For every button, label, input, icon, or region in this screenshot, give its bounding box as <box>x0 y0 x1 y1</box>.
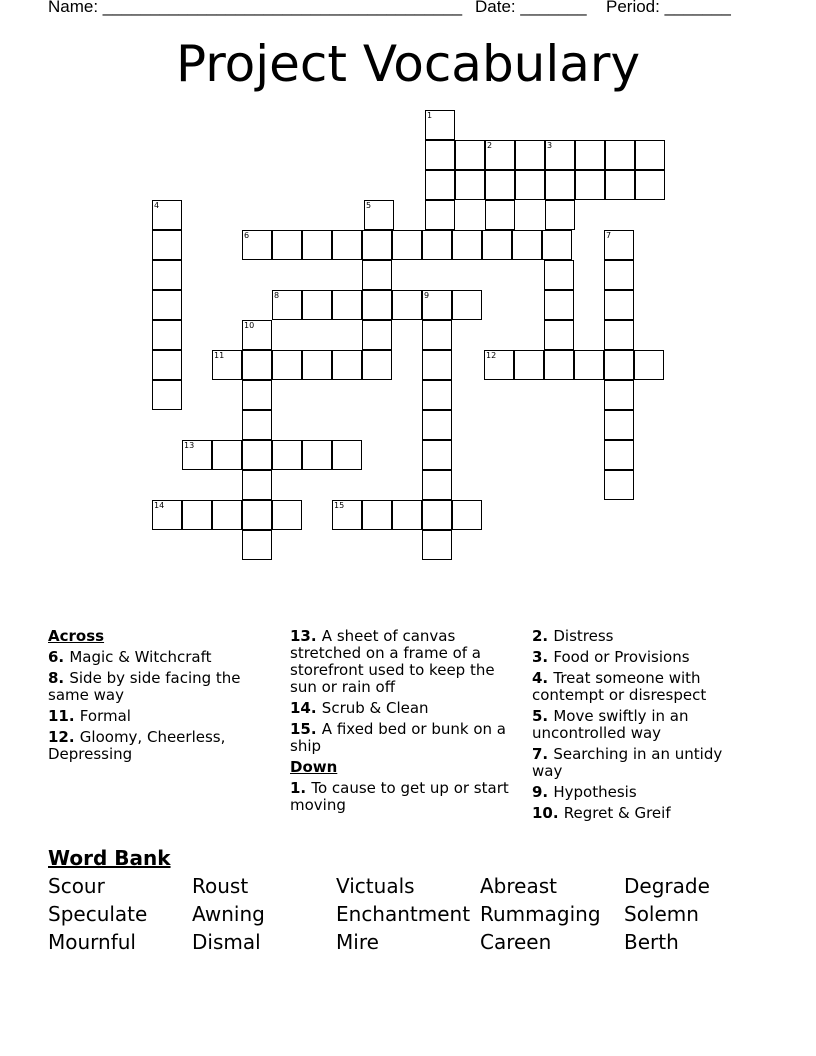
crossword-cell[interactable] <box>604 260 634 290</box>
crossword-cell[interactable] <box>422 320 452 350</box>
crossword-cell[interactable] <box>485 200 515 230</box>
across-heading: Across <box>48 627 105 645</box>
crossword-cell[interactable] <box>152 230 182 260</box>
crossword-cell[interactable] <box>242 500 272 530</box>
cell-number: 7 <box>606 231 612 240</box>
crossword-cell[interactable] <box>272 350 302 380</box>
word-bank-word: Victuals <box>336 874 415 898</box>
clue-number: 4. <box>532 669 554 687</box>
crossword-cell[interactable] <box>605 140 635 170</box>
crossword-cell[interactable] <box>635 170 665 200</box>
word-bank-word: Berth <box>624 930 679 954</box>
crossword-cell[interactable] <box>515 170 545 200</box>
clue-number: 15. <box>290 720 322 738</box>
word-bank-word: Degrade <box>624 874 710 898</box>
cell-number: 2 <box>487 141 493 150</box>
crossword-cell[interactable] <box>485 140 515 170</box>
clue-text: Hypothesis <box>553 783 637 801</box>
cell-number: 9 <box>424 291 430 300</box>
crossword-cell[interactable] <box>182 440 212 470</box>
clue-number: 1. <box>290 779 312 797</box>
crossword-cell[interactable] <box>422 290 452 320</box>
name-field[interactable]: Name: ______________________________________ <box>48 0 463 16</box>
crossword-cell[interactable] <box>392 500 422 530</box>
clue-text: Distress <box>553 627 614 645</box>
crossword-cell[interactable] <box>425 110 455 140</box>
clue-number: 5. <box>532 707 554 725</box>
word-bank-word: Solemn <box>624 902 699 926</box>
crossword-cell[interactable] <box>422 440 452 470</box>
cell-number: 3 <box>547 141 553 150</box>
crossword-cell[interactable] <box>302 290 332 320</box>
cell-number: 8 <box>274 291 280 300</box>
clue-number: 14. <box>290 699 322 717</box>
crossword-cell[interactable] <box>212 500 242 530</box>
crossword-cell[interactable] <box>575 170 605 200</box>
clue-text: Treat someone with contempt or disrespect <box>532 669 707 704</box>
crossword-cell[interactable] <box>362 290 392 320</box>
page-title: Project Vocabulary <box>175 35 641 93</box>
crossword-cell[interactable] <box>455 170 485 200</box>
word-bank-word: Mire <box>336 930 379 954</box>
crossword-cell[interactable] <box>422 530 452 560</box>
crossword-cell[interactable] <box>485 170 515 200</box>
cell-number: 5 <box>366 201 372 210</box>
crossword-cell[interactable] <box>242 320 272 350</box>
crossword-cell[interactable] <box>604 230 634 260</box>
crossword-cell[interactable] <box>332 290 362 320</box>
clue-item <box>532 805 757 822</box>
crossword-cell[interactable] <box>604 320 634 350</box>
crossword-cell[interactable] <box>544 350 574 380</box>
crossword-cell[interactable] <box>272 500 302 530</box>
clue-number: 12. <box>48 728 80 746</box>
crossword-cell[interactable] <box>152 200 182 230</box>
crossword-cell[interactable] <box>545 170 575 200</box>
crossword-cell[interactable] <box>425 200 455 230</box>
period-field[interactable]: Period: _______ <box>606 0 731 16</box>
crossword-cell[interactable] <box>544 320 574 350</box>
crossword-cell[interactable] <box>152 500 182 530</box>
crossword-cell[interactable] <box>332 440 362 470</box>
word-bank-word: Abreast <box>480 874 557 898</box>
clue-text: Food or Provisions <box>553 648 690 666</box>
clue-item <box>532 649 757 666</box>
clue-text: Move swiftly in an uncontrolled way <box>532 707 689 742</box>
clue-text: A fixed bed or bunk on a ship <box>290 720 506 755</box>
cell-number: 10 <box>244 321 255 330</box>
crossword-cell[interactable] <box>422 470 452 500</box>
crossword-cell[interactable] <box>242 380 272 410</box>
crossword-cell[interactable] <box>604 410 634 440</box>
clue-item <box>532 670 757 704</box>
crossword-cell[interactable] <box>362 230 392 260</box>
clue-item <box>48 729 258 763</box>
crossword-cell[interactable] <box>152 350 182 380</box>
clue-text: Magic & Witchcraft <box>69 648 212 666</box>
crossword-cell[interactable] <box>545 200 575 230</box>
word-bank-word: Roust <box>192 874 249 898</box>
clue-number: 9. <box>532 783 554 801</box>
clue-number: 11. <box>48 707 80 725</box>
crossword-cell[interactable] <box>604 350 634 380</box>
clue-text: Regret & Greif <box>563 804 671 822</box>
word-bank-word: Careen <box>480 930 552 954</box>
crossword-cell[interactable] <box>425 140 455 170</box>
crossword-cell[interactable] <box>242 530 272 560</box>
crossword-cell[interactable] <box>392 290 422 320</box>
word-bank-word: Scour <box>48 874 105 898</box>
clue-number: 13. <box>290 627 322 645</box>
crossword-cell[interactable] <box>332 350 362 380</box>
cell-number: 4 <box>154 201 160 210</box>
word-bank-word: Speculate <box>48 902 148 926</box>
crossword-cell[interactable] <box>635 140 665 170</box>
clue-item <box>532 746 757 780</box>
crossword-cell[interactable] <box>604 380 634 410</box>
crossword-cell[interactable] <box>604 440 634 470</box>
crossword-cell[interactable] <box>332 230 362 260</box>
word-bank-word: Mournful <box>48 930 136 954</box>
crossword-cell[interactable] <box>604 470 634 500</box>
crossword-cell[interactable] <box>332 500 362 530</box>
crossword-cell[interactable] <box>362 260 392 290</box>
crossword-cell[interactable] <box>152 290 182 320</box>
crossword-cell[interactable] <box>152 380 182 410</box>
crossword-cell[interactable] <box>242 350 272 380</box>
date-field[interactable]: Date: _______ <box>475 0 587 16</box>
clue-item <box>290 780 515 814</box>
clue-number: 3. <box>532 648 554 666</box>
clue-item <box>290 721 515 755</box>
crossword-cell[interactable] <box>362 500 392 530</box>
word-bank-word: Enchantment <box>336 902 471 926</box>
crossword-cell[interactable] <box>272 290 302 320</box>
clue-text: Scrub & Clean <box>321 699 429 717</box>
cell-number: 1 <box>427 111 433 120</box>
crossword-cell[interactable] <box>212 350 242 380</box>
crossword-cell[interactable] <box>242 440 272 470</box>
crossword-cell[interactable] <box>634 350 664 380</box>
clue-text: Gloomy, Cheerless, Depressing <box>48 728 226 763</box>
clue-number: 10. <box>532 804 564 822</box>
clue-text: To cause to get up or start moving <box>290 779 509 814</box>
crossword-cell[interactable] <box>422 380 452 410</box>
crossword-cell[interactable] <box>605 170 635 200</box>
crossword-cell[interactable] <box>452 500 482 530</box>
crossword-cell[interactable] <box>542 230 572 260</box>
clue-number: 7. <box>532 745 554 763</box>
clue-item <box>290 628 515 696</box>
crossword-cell[interactable] <box>242 410 272 440</box>
crossword-cell[interactable] <box>604 290 634 320</box>
crossword-cell[interactable] <box>512 230 542 260</box>
cell-number: 6 <box>244 231 250 240</box>
crossword-cell[interactable] <box>544 290 574 320</box>
crossword-cell[interactable] <box>242 230 272 260</box>
crossword-cell[interactable] <box>392 230 422 260</box>
crossword-cell[interactable] <box>422 230 452 260</box>
clue-item <box>290 700 515 717</box>
crossword-cell[interactable] <box>484 350 514 380</box>
crossword-cell[interactable] <box>482 230 512 260</box>
crossword-cell[interactable] <box>362 350 392 380</box>
crossword-cell[interactable] <box>152 260 182 290</box>
crossword-cell[interactable] <box>242 470 272 500</box>
crossword-cell[interactable] <box>302 440 332 470</box>
cell-number: 13 <box>184 441 195 450</box>
crossword-cell[interactable] <box>545 140 575 170</box>
clue-text: Side by side facing the same way <box>48 669 241 704</box>
crossword-cell[interactable] <box>452 290 482 320</box>
word-bank-word: Dismal <box>192 930 261 954</box>
crossword-cell[interactable] <box>422 410 452 440</box>
cell-number: 11 <box>214 351 225 360</box>
cell-number: 12 <box>486 351 497 360</box>
crossword-cell[interactable] <box>422 500 452 530</box>
clue-number: 2. <box>532 627 554 645</box>
clue-text: Searching in an untidy way <box>532 745 723 780</box>
clue-item <box>532 628 757 645</box>
crossword-cell[interactable] <box>364 200 394 230</box>
crossword-cell[interactable] <box>452 230 482 260</box>
crossword-cell[interactable] <box>544 260 574 290</box>
crossword-cell[interactable] <box>514 350 544 380</box>
word-bank-heading: Word Bank <box>48 846 171 870</box>
clue-item <box>532 708 757 742</box>
cell-number: 15 <box>334 501 345 510</box>
down-heading: Down <box>290 758 338 776</box>
crossword-cell[interactable] <box>575 140 605 170</box>
clue-number: 8. <box>48 669 70 687</box>
crossword-cell[interactable] <box>362 320 392 350</box>
clue-text: A sheet of canvas stretched on a frame of a storefront used to keep the sun or rain off <box>290 627 495 696</box>
crossword-cell[interactable] <box>272 230 302 260</box>
crossword-cell[interactable] <box>422 350 452 380</box>
crossword-cell[interactable] <box>455 140 485 170</box>
word-bank-word: Rummaging <box>480 902 601 926</box>
clue-number: 6. <box>48 648 70 666</box>
crossword-cell[interactable] <box>302 350 332 380</box>
crossword-cell[interactable] <box>272 440 302 470</box>
crossword-cell[interactable] <box>182 500 212 530</box>
cell-number: 14 <box>154 501 165 510</box>
crossword-cell[interactable] <box>515 140 545 170</box>
crossword-cell[interactable] <box>212 440 242 470</box>
crossword-cell[interactable] <box>152 320 182 350</box>
crossword-cell[interactable] <box>574 350 604 380</box>
clues-column-1 <box>48 628 258 767</box>
crossword-cell[interactable] <box>302 230 332 260</box>
word-bank-word: Awning <box>192 902 265 926</box>
crossword-cell[interactable] <box>425 170 455 200</box>
clue-item <box>48 670 258 704</box>
clue-item <box>48 649 258 666</box>
clue-item <box>532 784 757 801</box>
clue-text: Formal <box>79 707 131 725</box>
clue-item <box>48 708 258 725</box>
clues-column-2 <box>290 628 515 818</box>
clues-column-3 <box>532 628 757 826</box>
